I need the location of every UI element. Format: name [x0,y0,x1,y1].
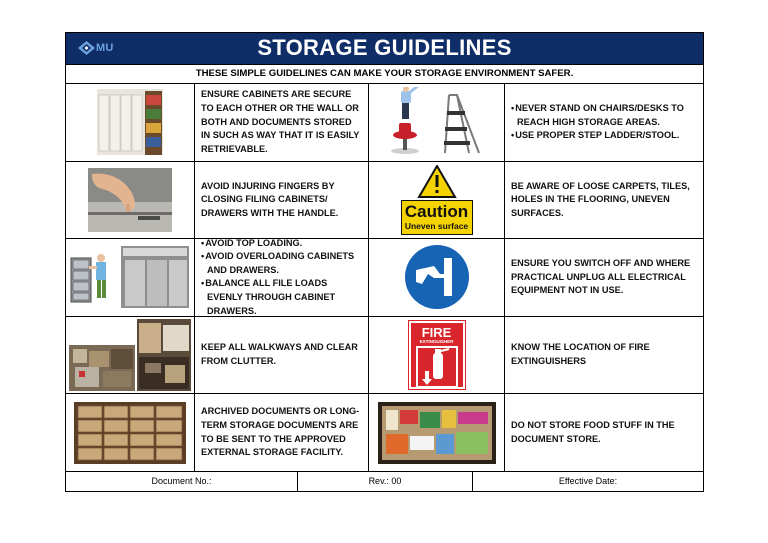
guideline-bullets-ladder [511,102,697,143]
guideline-row [66,239,703,317]
switch-off-icon [404,244,470,310]
logo-text: MU [96,42,114,54]
cluttered-storage-photos [66,317,195,394]
warning-triangle-icon [401,165,473,199]
guideline-bullets-loading [201,237,362,319]
guideline-text [195,162,369,239]
hand-closing-drawer-photo [66,162,195,239]
guideline-text [195,84,369,161]
caution-sign [401,165,473,235]
guideline-text [505,84,703,161]
header-bar [66,33,703,65]
filing-cabinet-loading-illustration [66,239,195,316]
fire-sign-title: FIRE [421,325,452,341]
storage-guidelines-sheet [65,32,704,492]
footer-bar [66,472,703,491]
fire-sign-subtitle: EXTINGUISHER [419,339,454,345]
bullet-item: • NEVER STAND ON CHAIRS/DESKS TO REACH HIGH STORAGE AREAS. [511,102,697,129]
document-number-label: Document No.: [66,472,298,491]
bullet-item: • USE PROPER STEP LADDER/STOOL. [511,129,697,143]
guideline-text [505,162,703,239]
guideline-text [195,317,369,394]
effective-date-label: Effective Date: [558,475,618,486]
guideline-text-secure-cabinets: ENSURE CABINETS ARE SECURE TO EACH OTHER OR THE WALL OR BOTH AND DOCUMENTS STORED IN SUCH AS WAY THAT IT IS EASILY RETRIEVABLE. [201,89,360,154]
guideline-text [505,239,703,316]
guideline-row [66,317,703,395]
guideline-text-fire: KNOW THE LOCATION OF FIRE EXTINGUISHERS [511,342,650,367]
fire-extinguisher-icon [409,345,465,389]
guideline-row [66,394,703,472]
bullet-item: • AVOID OVERLOADING CABINETS AND DRAWERS. [201,250,362,277]
fire-extinguisher-sign [369,317,505,394]
guideline-text-walkways: KEEP ALL WALKWAYS AND CLEAR FROM CLUTTER. [201,342,358,367]
guideline-text [195,239,369,316]
switch-off-mandatory-sign [369,239,505,316]
guideline-text-fingers: AVOID INJURING FINGERS BY CLOSING FILING CABINETS/ DRAWERS WITH THE HANDLE. [201,180,339,218]
cabinet-shelves-photo [66,84,195,161]
guideline-text [505,317,703,394]
guideline-text-archive: ARCHIVED DOCUMENTS OR LONG-TERM STORAGE DOCUMENTS ARE TO BE SENT TO THE APPROVED EXTERNAL STORAGE FACILITY. [201,406,360,458]
guideline-row [66,162,703,240]
guideline-row [66,84,703,162]
guideline-text-carpets: BE AWARE OF LOOSE CARPETS, TILES, HOLES IN THE FLOORING, UNEVEN SURFACES. [511,180,690,218]
caution-title: Caution [404,201,469,221]
fire-sign [409,321,465,389]
guideline-text-food: DO NOT STORE FOOD STUFF IN THE DOCUMENT STORE. [511,420,675,444]
bullet-item: • BALANCE ALL FILE LOADS EVENLY THROUGH CABINET DRAWERS. [201,277,362,318]
caution-uneven-surface-sign [369,162,505,239]
chair-and-step-ladder-illustration [369,84,505,161]
archive-drawers-photo [66,394,195,471]
guideline-text [505,394,703,471]
page-title: STORAGE GUIDELINES [257,35,512,60]
page-subtitle: THESE SIMPLE GUIDELINES CAN MAKE YOUR STORAGE ENVIRONMENT SAFER. [66,65,703,84]
caution-subtitle: Uneven surface [404,220,469,231]
bullet-item: • AVOID TOP LOADING. [201,237,362,251]
caution-panel [401,200,473,235]
guideline-text-switch-off: ENSURE YOU SWITCH OFF AND WHERE PRACTICAL UNPLUG ALL ELECTRICAL EQUIPMENT NOT IN USE. [511,258,691,296]
food-drawer-photo [369,394,505,471]
revision-label: Rev.: 00 [298,472,473,491]
guideline-text [195,394,369,471]
